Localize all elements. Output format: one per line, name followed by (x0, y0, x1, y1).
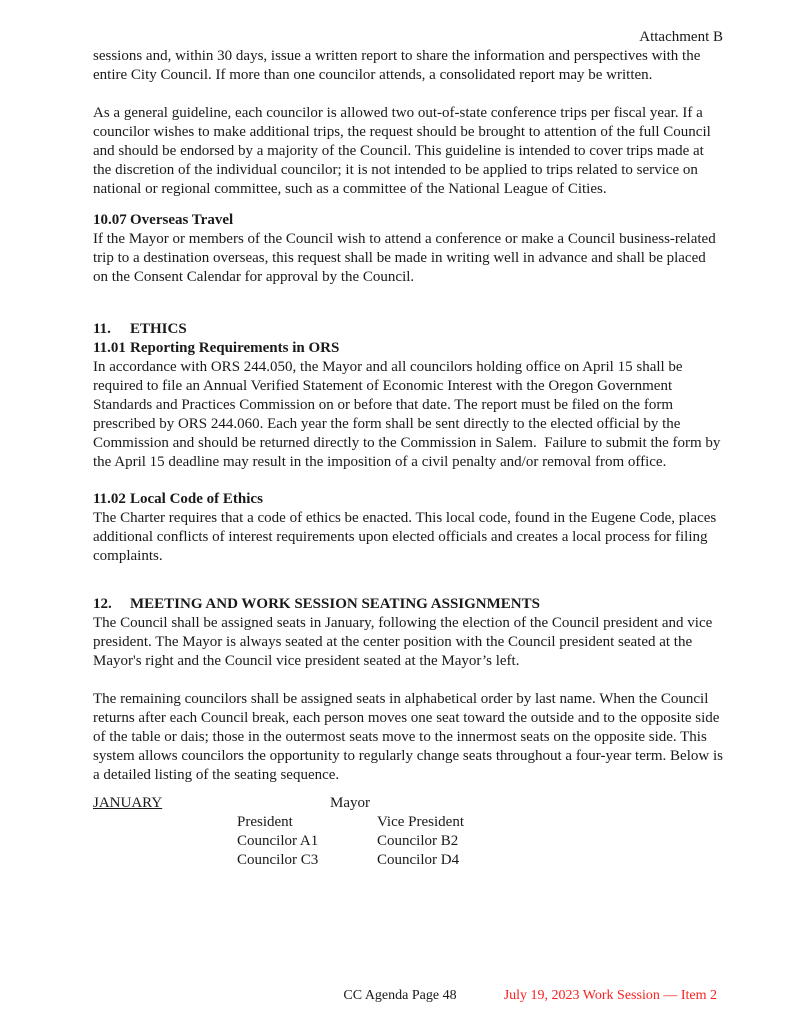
section-title: Local Code of Ethics (130, 491, 263, 507)
section-heading-11-01 (93, 339, 723, 358)
footer-session-stamp: July 19, 2023 Work Session — Item 2 (503, 988, 717, 1003)
seating-mayor-label: Mayor (330, 795, 370, 811)
section-body-11-01: In accordance with ORS 244.050, the Mayor and all councilors holding office on April 15 shall be required to file an Annual Verified Statement of Economic Interest with the Oregon Government Standards and Practices Commission on or before that date. The report must be filed on the form prescribed by ORS 244.060. Each year the form shall be sent directly to the elected official by the Commission and should be returned directly to the Commission in Salem. Failure to submit the form by the April 15 deadline may result in the imposition of a civil penalty and/or removal from office. (93, 359, 721, 470)
document-content (93, 28, 723, 870)
section-heading-10-07 (93, 211, 723, 230)
section-body-12-para2: The remaining councilors shall be assigned seats in alphabetical order by last name. When the Council returns after each Council break, each person moves one seat toward the outside and to the opposite side of the table or dais; those in the outermost seats move to the innermost seats on the opposite side. This system allows councilors the opportunity to regularly change seats throughout a four-year term. Below is a detailed listing of the seating sequence. (93, 691, 723, 783)
seating-row (93, 832, 723, 851)
section-body-11-02: The Charter requires that a code of ethics be enacted. This local code, found in the Eugene Code, places additional conflicts of interest requirements upon elected officials and creates a local process for filing complaints. (93, 510, 717, 564)
seat-right-label: Councilor D4 (377, 852, 460, 868)
section-title: Overseas Travel (130, 212, 234, 228)
section-title: MEETING AND WORK SESSION SEATING ASSIGNMENTS (130, 596, 540, 612)
seating-chart (93, 794, 723, 870)
paragraph-trip-guideline: As a general guideline, each councilor is allowed two out-of-state conference trips per fiscal year. If a councilor wishes to make additional trips, the request should be brought to attention of the full Council and should be endorsed by a majority of the Council. This guideline is intended to cover trips made at the discretion of the individual councilor; it is not intended to be applied to trips related to service on national or regional committee, such as a committee of the National League of Cities. (93, 105, 711, 197)
section-heading-12 (93, 595, 723, 614)
paragraph-report-sharing: sessions and, within 30 days, issue a written report to share the information and perspectives with the entire City Council. If more than one councilor attends, a consolidated report may be written. (93, 48, 701, 83)
seat-left-label: President (237, 814, 293, 830)
section-number: 12. (93, 596, 112, 612)
section-number: 11.02 (93, 491, 126, 507)
page-footer (0, 986, 800, 1005)
seating-month-label: JANUARY (93, 795, 163, 811)
section-title: Reporting Requirements in ORS (130, 340, 340, 356)
seating-row (93, 851, 723, 870)
section-heading-11-02 (93, 490, 723, 509)
seat-right-label: Councilor B2 (377, 833, 459, 849)
section-body-10-07: If the Mayor or members of the Council wish to attend a conference or make a Council business-related trip to a destination overseas, this request shall be made in writing well in advance and shall be placed on the Consent Calendar for approval by the Council. (93, 231, 716, 285)
section-body-12-para1: The Council shall be assigned seats in January, following the election of the Council president and vice president. The Mayor is always seated at the center position with the Council president seated at the Mayor's right and the Council vice president seated at the Mayor’s left. (93, 615, 713, 669)
seat-left-label: Councilor C3 (237, 852, 319, 868)
section-title: ETHICS (130, 321, 187, 337)
section-heading-11 (93, 320, 723, 339)
seat-left-label: Councilor A1 (237, 833, 319, 849)
section-number: 10.07 (93, 212, 127, 228)
seating-row-header (93, 794, 723, 813)
seating-row (93, 813, 723, 832)
section-number: 11. (93, 321, 111, 337)
seat-right-label: Vice President (377, 814, 464, 830)
footer-page-number: CC Agenda Page 48 (343, 988, 457, 1003)
attachment-label: Attachment B (639, 29, 723, 45)
section-number: 11.01 (93, 340, 126, 356)
